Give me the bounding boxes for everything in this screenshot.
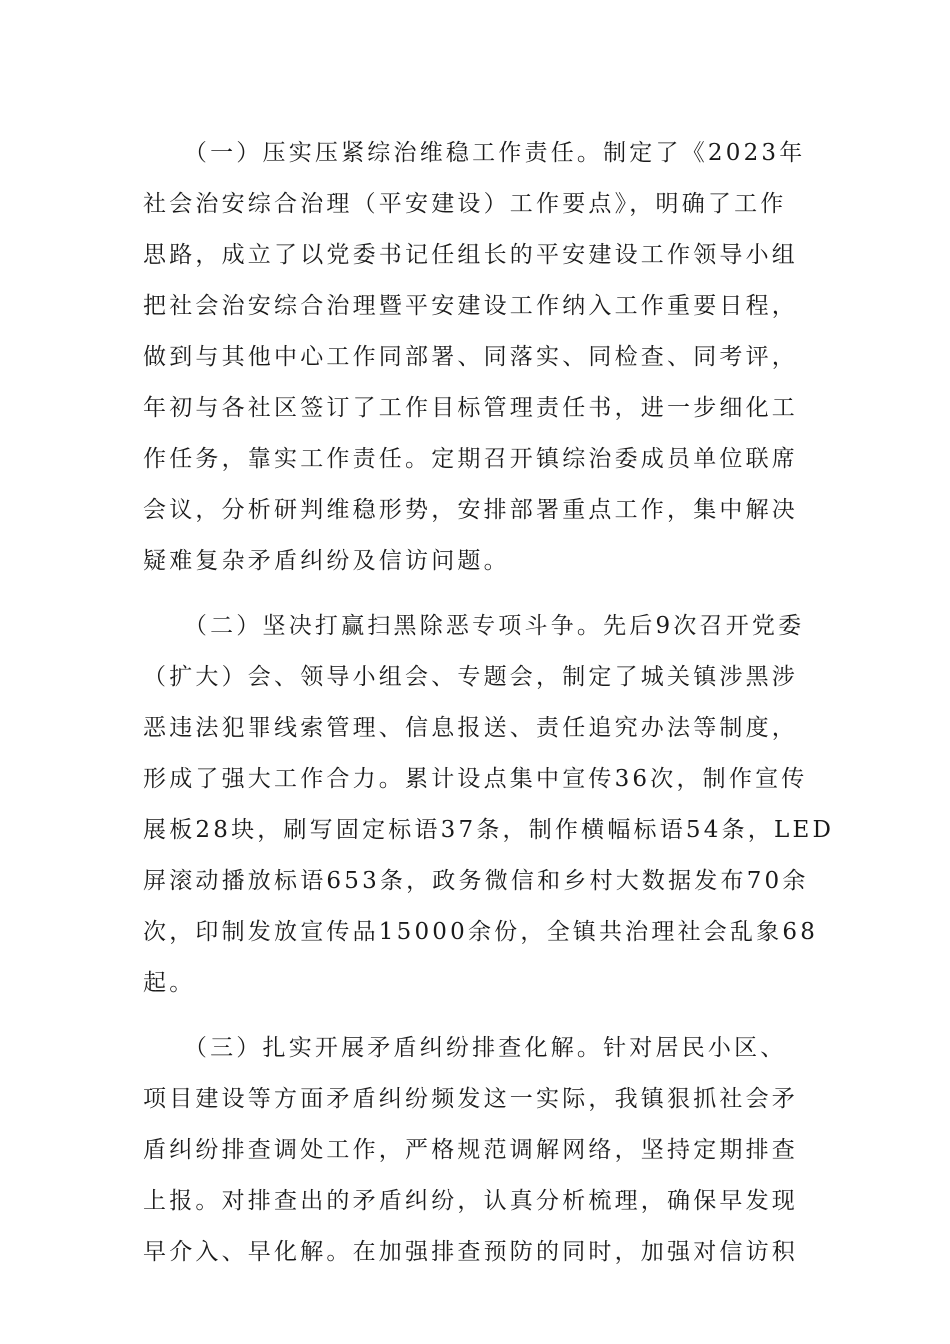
document-body [143, 128, 835, 1278]
text-line: （扩大）会、领导小组会、专题会，制定了城关镇涉黑涉 [143, 664, 798, 690]
text-line: 思路，成立了以党委书记任组长的平安建设工作领导小组 [143, 242, 798, 268]
text-line: 屏滚动播放标语653条，政务微信和乡村大数据发布70余 [143, 868, 809, 894]
text-line: 恶违法犯罪线索管理、信息报送、责任追究办法等制度， [143, 715, 798, 741]
paragraph-1 [143, 128, 807, 587]
text-line: 早介入、早化解。在加强排查预防的同时，加强对信访积 [143, 1239, 798, 1265]
text-line: 形成了强大工作合力。累计设点集中宣传36次，制作宣传 [143, 766, 808, 792]
paragraph-spacer [143, 1009, 807, 1023]
text-line: （一）压实压紧综治维稳工作责任。制定了《2023年 [143, 140, 806, 166]
paragraph-spacer [143, 587, 807, 601]
text-line: 展板28块，刷写固定标语37条，制作横幅标语54条，LED [143, 817, 835, 843]
text-line: 年初与各社区签订了工作目标管理责任书，进一步细化工 [143, 395, 798, 421]
text-line: 上报。对排查出的矛盾纠纷，认真分析梳理，确保早发现 [143, 1188, 798, 1214]
text-line: （二）坚决打赢扫黑除恶专项斗争。先后9次召开党委 [143, 613, 805, 639]
text-line: 做到与其他中心工作同部署、同落实、同检查、同考评， [143, 344, 798, 370]
text-line: 会议，分析研判维稳形势，安排部署重点工作，集中解决 [143, 497, 798, 523]
text-line: （三）扎实开展矛盾纠纷排查化解。针对居民小区、 [143, 1035, 787, 1061]
text-line: 疑难复杂矛盾纠纷及信访问题。 [143, 548, 510, 574]
paragraph-3 [143, 1023, 807, 1278]
text-line: 社会治安综合治理（平安建设）工作要点》，明确了工作 [143, 191, 787, 217]
text-line: 盾纠纷排查调处工作，严格规范调解网络，坚持定期排查 [143, 1137, 798, 1163]
text-line: 作任务，靠实工作责任。定期召开镇综治委成员单位联席 [143, 446, 798, 472]
text-line: 项目建设等方面矛盾纠纷频发这一实际，我镇狠抓社会矛 [143, 1086, 798, 1112]
text-line: 起。 [143, 970, 196, 996]
text-line: 把社会治安综合治理暨平安建设工作纳入工作重要日程， [143, 293, 798, 319]
text-line: 次，印制发放宣传品15000余份，全镇共治理社会乱象68 [143, 919, 819, 945]
paragraph-2 [143, 601, 835, 1009]
